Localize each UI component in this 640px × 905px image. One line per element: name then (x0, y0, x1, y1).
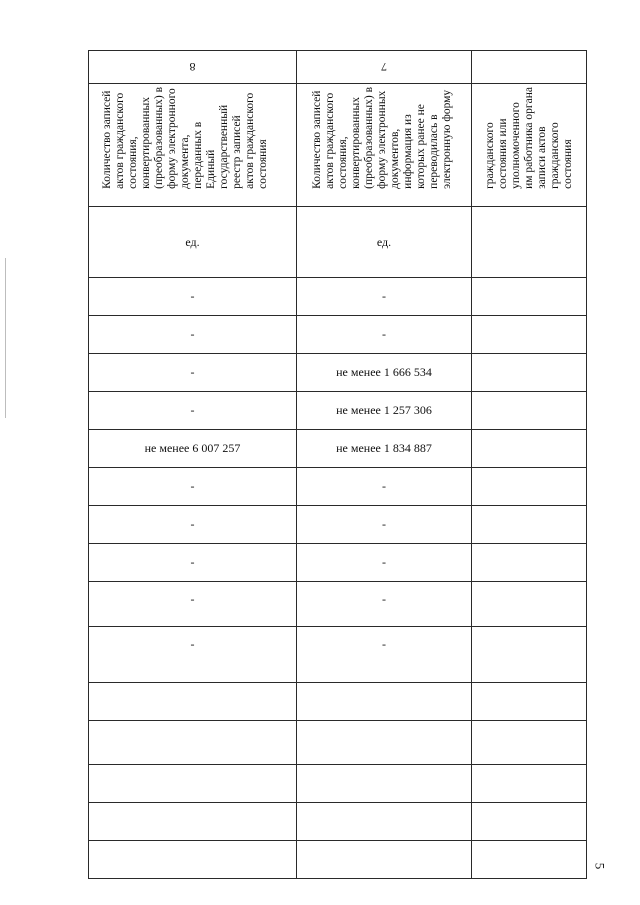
cell-col7 (297, 316, 472, 354)
units-col8 (89, 207, 297, 278)
cell-col7 (297, 354, 472, 392)
table-row (89, 316, 587, 354)
table-row (89, 841, 587, 879)
cell-col7 (297, 841, 472, 879)
cell-col8-text: - (190, 365, 195, 379)
cell-col8-text: - (190, 327, 195, 341)
cell-col7-text: не менее 1 666 534 (336, 365, 432, 379)
cell-col8-text: - (190, 289, 195, 303)
cell-col7-text: - (382, 479, 386, 493)
cell-col8-text: - (190, 403, 195, 417)
cell-col-left (472, 803, 587, 841)
table-row (89, 392, 587, 430)
cell-col7 (297, 582, 472, 627)
col-left-number-cell (472, 51, 586, 84)
cell-col-left (472, 430, 587, 468)
col7-number-cell (297, 51, 471, 84)
cell-col8 (89, 392, 297, 430)
cell-col7-text: - (382, 327, 386, 341)
cell-col7-text: - (382, 592, 386, 606)
cell-col-left (472, 627, 587, 683)
cell-col8 (89, 721, 297, 765)
cell-col8 (89, 627, 297, 683)
cell-col-left (472, 392, 587, 430)
table-row (89, 683, 587, 721)
col-left-header-text: гражданского состояния или уполномоченного им работника органа записи актов гражданского состояния (484, 87, 574, 189)
cell-col8 (89, 582, 297, 627)
col7-header-text: Количество записей актов гражданского состояния, конвертированных (преобразованных) в форму электронных документов, информация из которых ранее не переводилась в электронную форму (311, 87, 453, 189)
units-col8-text: ед. (185, 234, 200, 249)
units-col-left (472, 207, 587, 278)
cell-col8-text: - (190, 592, 195, 606)
cell-col-left (472, 544, 587, 582)
col8-header-text: Количество записей актов гражданского состояния, конвертированных (преобразованных) в форму электронного документа, переданных в Единый государственный реестр записей актов гражданского состояния (101, 87, 269, 189)
header-col-left (472, 51, 587, 207)
cell-col-left (472, 683, 587, 721)
left-margin-mark (5, 258, 6, 418)
cell-col-left (472, 721, 587, 765)
table-row (89, 354, 587, 392)
cell-col7-text: не менее 1 257 306 (336, 403, 432, 417)
cell-col8 (89, 544, 297, 582)
cell-col7 (297, 544, 472, 582)
cell-col7 (297, 721, 472, 765)
cell-col8-text: - (190, 637, 195, 651)
cell-col-left (472, 765, 587, 803)
table-row (89, 468, 587, 506)
col7-number: 7 (381, 60, 387, 74)
statistics-table (88, 50, 587, 879)
col8-number: 8 (189, 60, 196, 74)
cell-col7-text: - (382, 555, 386, 569)
cell-col8 (89, 765, 297, 803)
cell-col8 (89, 683, 297, 721)
cell-col7-text: - (382, 289, 386, 303)
cell-col7-text: - (382, 637, 386, 651)
cell-col7 (297, 627, 472, 683)
col8-number-cell (89, 51, 296, 84)
cell-col-left (472, 841, 587, 879)
cell-col8 (89, 506, 297, 544)
cell-col8 (89, 803, 297, 841)
cell-col-left (472, 354, 587, 392)
table-row (89, 582, 587, 627)
cell-col8-text: - (190, 555, 195, 569)
page-number: 5 (592, 862, 608, 870)
table-row (89, 803, 587, 841)
cell-col7 (297, 803, 472, 841)
cell-col8 (89, 354, 297, 392)
cell-col7 (297, 765, 472, 803)
cell-col7 (297, 278, 472, 316)
cell-col7-text: не менее 1 834 887 (336, 441, 432, 455)
cell-col7 (297, 430, 472, 468)
header-col7 (297, 51, 472, 207)
cell-col7 (297, 683, 472, 721)
cell-col-left (472, 468, 587, 506)
cell-col7 (297, 468, 472, 506)
units-row (89, 207, 587, 278)
cell-col8 (89, 278, 297, 316)
cell-col-left (472, 506, 587, 544)
table-row (89, 765, 587, 803)
cell-col-left (472, 582, 587, 627)
cell-col8-text: - (190, 517, 195, 531)
table-row (89, 430, 587, 468)
cell-col8-text: не менее 6 007 257 (144, 441, 241, 455)
table-row (89, 544, 587, 582)
cell-col8 (89, 430, 297, 468)
units-col7 (297, 207, 472, 278)
cell-col8-text: - (190, 479, 195, 493)
table-row (89, 278, 587, 316)
cell-col8 (89, 316, 297, 354)
units-col7-text: ед. (376, 234, 392, 249)
header-row (89, 51, 587, 207)
cell-col7-text: - (382, 517, 386, 531)
cell-col8 (89, 841, 297, 879)
table-row (89, 627, 587, 683)
cell-col8 (89, 468, 297, 506)
cell-col-left (472, 278, 587, 316)
header-col8 (89, 51, 297, 207)
cell-col7 (297, 392, 472, 430)
cell-col7 (297, 506, 472, 544)
cell-col-left (472, 316, 587, 354)
table-row (89, 721, 587, 765)
table-row (89, 506, 587, 544)
